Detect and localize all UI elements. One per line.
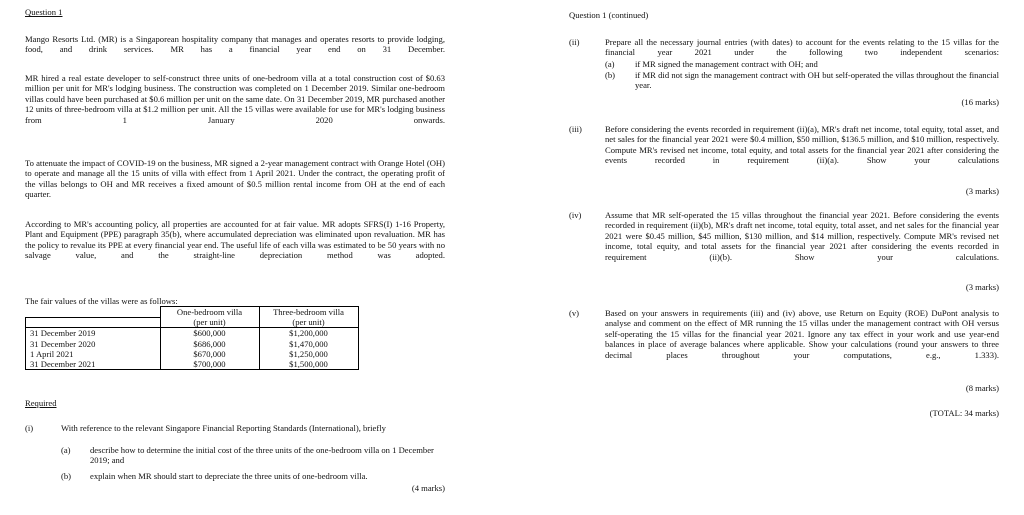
- sub-a-number: (a): [61, 445, 71, 455]
- row-one-bedroom-value: $700,000: [160, 359, 259, 370]
- row-one-bedroom-value: $600,000: [160, 328, 259, 339]
- sub-b-number: (b): [605, 70, 616, 80]
- table-row: [26, 328, 359, 339]
- sub-a-text: describe how to determine the initial cost of the three units of the one-bedroom villa on 1 December 2019; and: [90, 445, 434, 466]
- sub-a-number: (a): [605, 59, 615, 69]
- marks: (3 marks): [965, 186, 999, 196]
- marks: (4 marks): [411, 483, 445, 493]
- continued-heading: Question 1 (continued): [569, 10, 649, 20]
- row-three-bedroom-value: $1,250,000: [259, 349, 358, 359]
- req-text: Before considering the events recorded in requirement (ii)(a), MR's draft net income, total equity, total asset, and net sales for the financial year 2021 were $0.4 million, $50 million, $136.5 million, and $10 million, respectively. Compute MR's revised net income, total equity, and total assets for the financial year 2021 after considering the events recorded in requirement (ii)(a). Show your calculations: [605, 124, 999, 166]
- subheader-one: (per unit): [160, 317, 259, 328]
- covid-paragraph: To attenuate the impact of COVID-19 on the business, MR signed a 2-year management contract with Orange Hotel (OH) to operate and manage all the 15 units of villa with effect from 1 April 2021. Under the contract, the operating profit of the villas belongs to OH and MR receives a fixed amount of $0.5 million rental income from OH at the end of each quarter.: [25, 158, 445, 200]
- question-heading: Question 1: [25, 7, 63, 17]
- row-three-bedroom-value: $1,500,000: [259, 359, 358, 370]
- construction-paragraph: MR hired a real estate developer to self-construct three units of one-bedroom villa at a total construction cost of $0.63 million per unit for MR's lodging business. The construction was completed on 1 December 2019. Similar one-bedroom villas could have been purchased at $0.6 million per unit on the same date. On 31 December 2019, MR purchased another 12 units of three-bedroom villa at $1.2 million per unit. All the 15 villas were available for use for MR's lodging business from 1 January 2020 onwards.: [25, 73, 445, 125]
- req-text: Based on your answers in requirements (iii) and (iv) above, use Return on Equity (ROE) DuPont analysis to analyse and comment on the effect of MR running the 15 villas under the management contract with OH versus self-operating the 15 villas for the financial year 2021. Ignore any tax effect in your work and use year-end balances in place of average balances where applicable. Show your calculations (round your answers to three decimal places throughout your computations, e.g., 1.333).: [605, 308, 999, 360]
- sub-b-text: explain when MR should start to depreciate the three units of one-bedroom villa.: [90, 471, 368, 481]
- row-one-bedroom-value: $686,000: [160, 339, 259, 349]
- col-header-one-bedroom: One-bedroom villa: [160, 307, 259, 318]
- row-three-bedroom-value: $1,200,000: [259, 328, 358, 339]
- required-label: Required: [25, 398, 57, 408]
- fair-value-table: [25, 306, 359, 370]
- req-text: With reference to the relevant Singapore Financial Reporting Standards (International), briefly: [61, 423, 386, 433]
- req-number: (v): [569, 308, 580, 318]
- sub-b-text: if MR did not sign the management contract with OH but self-operated the villas throughout the financial year.: [635, 70, 999, 91]
- table-row: [26, 349, 359, 359]
- req-number: (i): [25, 423, 34, 433]
- table-row: [26, 359, 359, 370]
- req-text: Assume that MR self-operated the 15 villas throughout the financial year 2021. Before considering the events recorded in requirement (ii)(b), MR's draft net income, total equity, total asset, and net sales for the financial year 2021 were $0.45 million, $45 million, $130 million, and $14 million, respectively. Compute MR's revised net income, total equity, and total assets for the financial year 2021 after considering the events recorded in requirement (ii)(b). Show your calculations.: [605, 210, 999, 262]
- row-date: 1 April 2021: [26, 349, 161, 359]
- marks: (16 marks): [961, 97, 999, 107]
- req-text: Prepare all the necessary journal entries (with dates) to account for the events relating to the 15 villas for the financial year 2021 under the following two independent scenarios:: [605, 37, 999, 58]
- table-intro: The fair values of the villas were as follows:: [25, 296, 178, 306]
- row-date: 31 December 2020: [26, 339, 161, 349]
- sub-b-number: (b): [61, 471, 72, 481]
- policy-paragraph: According to MR's accounting policy, all properties are accounted for at fair value. MR adopts SFRS(I) 1-16 Property, Plant and Equipment (PPE) paragraph 35(b), where accumulated depreciation was eliminated upon revaluation. MR has the policy to revalue its PPE at every financial year end. The useful life of each villa was estimated to be 50 years with no salvage value, and the straight-line depreciation method was adopted.: [25, 219, 445, 261]
- total-marks: (TOTAL: 34 marks): [929, 408, 999, 418]
- req-number: (iii): [569, 124, 582, 134]
- subheader-three: (per unit): [259, 317, 358, 328]
- row-three-bedroom-value: $1,470,000: [259, 339, 358, 349]
- req-number: (ii): [569, 37, 580, 47]
- col-header-three-bedroom: Three-bedroom villa: [259, 307, 358, 318]
- intro-paragraph: Mango Resorts Ltd. (MR) is a Singaporean hospitality company that manages and operates resorts to provide lodging, food, and drink services. MR has a financial year end on 31 December.: [25, 34, 445, 55]
- row-date: 31 December 2021: [26, 359, 161, 370]
- marks: (8 marks): [965, 383, 999, 393]
- req-number: (iv): [569, 210, 582, 220]
- marks: (3 marks): [965, 282, 999, 292]
- row-date: 31 December 2019: [26, 328, 161, 339]
- row-one-bedroom-value: $670,000: [160, 349, 259, 359]
- sub-a-text: if MR signed the management contract with OH; and: [635, 59, 818, 69]
- table-row: [26, 339, 359, 349]
